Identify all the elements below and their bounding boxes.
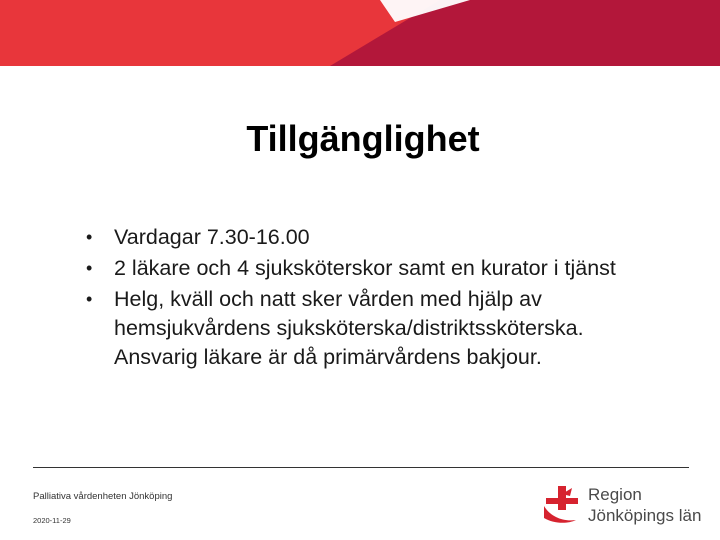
cross-heart-icon — [540, 484, 584, 526]
bullet-dot-icon: • — [86, 258, 93, 278]
region-logo — [540, 480, 700, 530]
header-banner — [0, 0, 720, 66]
bullet-list — [82, 223, 652, 374]
bullet-text: Helg, kväll och natt sker vården med hjälp av hemsjukvårdens sjuksköterska/distriktssköterska. Ansvarig läkare är då primärvårdens bakjour. — [114, 287, 584, 369]
logo-line-county: Jönköpings län — [588, 506, 702, 525]
list-item — [82, 285, 652, 372]
list-item — [82, 223, 652, 252]
page-title: Tillgänglighet — [246, 118, 480, 159]
bullet-dot-icon: • — [86, 289, 93, 309]
logo-text — [588, 484, 701, 526]
logo-line-region: Region — [588, 485, 642, 504]
footer-divider — [33, 467, 689, 468]
bullet-text: Vardagar 7.30-16.00 — [114, 225, 310, 249]
footer-date: 2020-11-29 — [33, 516, 71, 525]
bullet-text: 2 läkare och 4 sjuksköterskor samt en kurator i tjänst — [114, 256, 616, 280]
bullet-dot-icon: • — [86, 227, 93, 247]
banner-graphic — [0, 0, 720, 66]
list-item — [82, 254, 652, 283]
footer-unit-name: Palliativa vårdenheten Jönköping — [33, 491, 173, 502]
